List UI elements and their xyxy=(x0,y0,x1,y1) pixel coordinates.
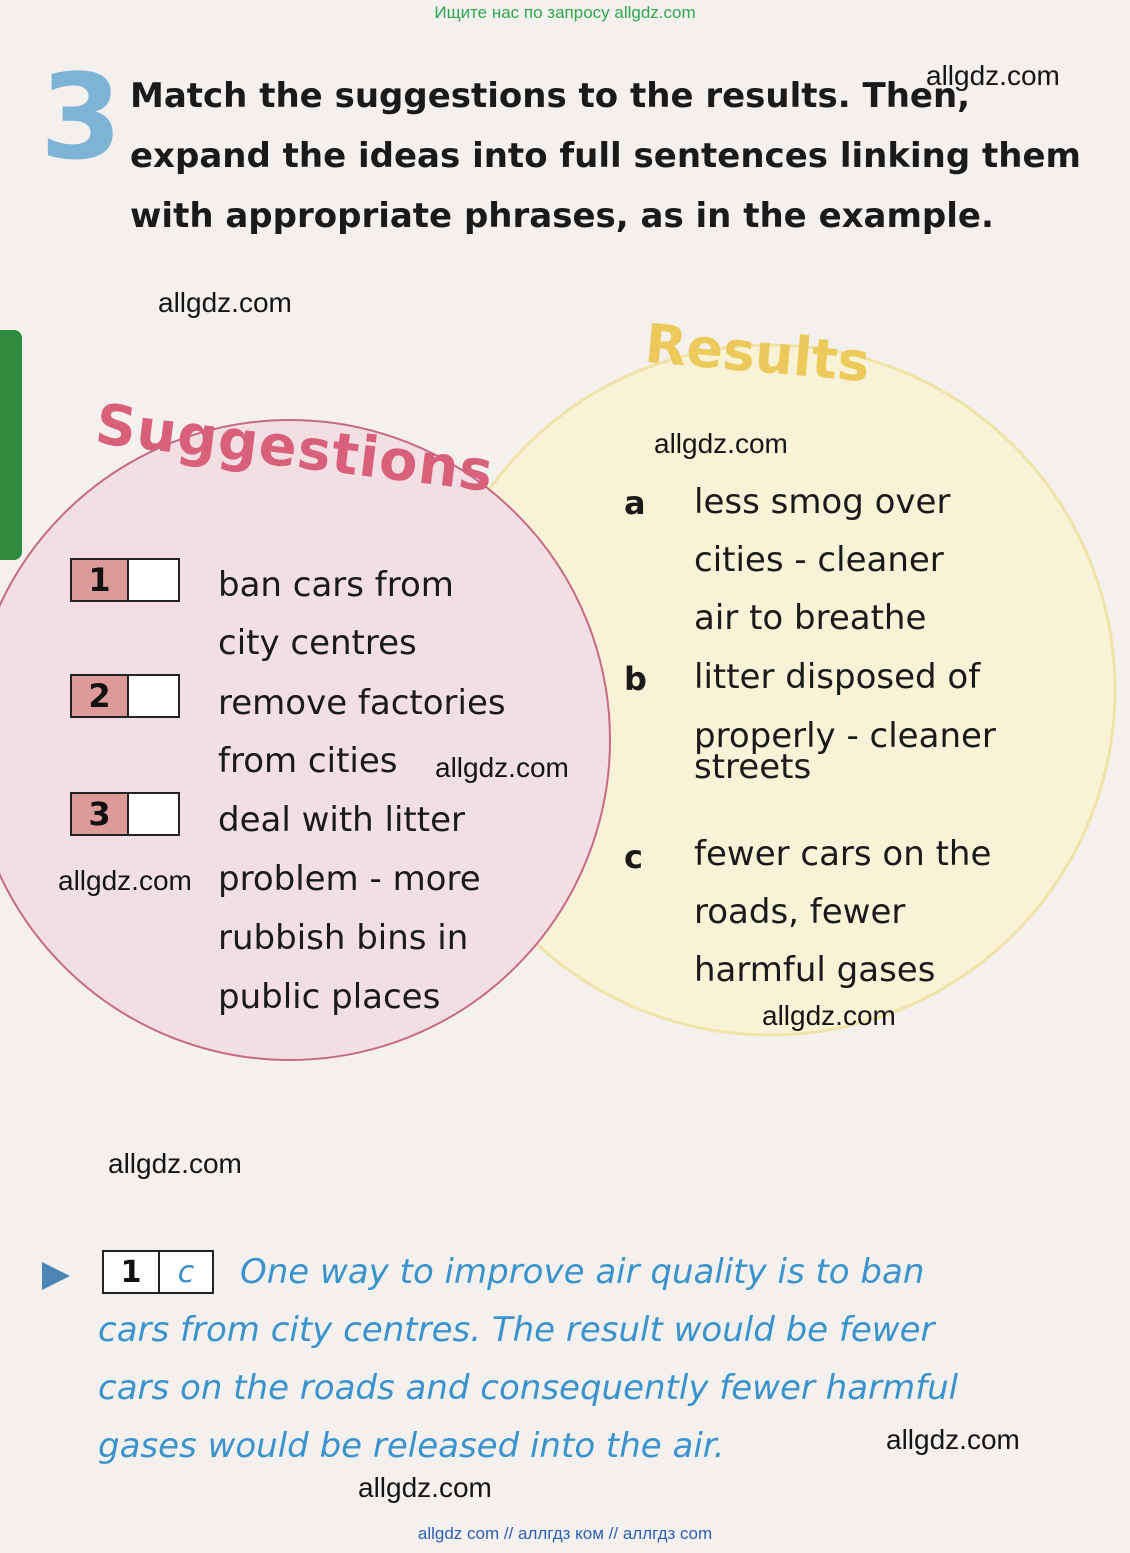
watermark: allgdz.com xyxy=(358,1472,492,1503)
suggestion-1-text: ban cars from xyxy=(218,565,454,605)
suggestion-1-answer-box[interactable] xyxy=(70,558,180,602)
example-text: cars from city centres. The result would be fewer xyxy=(98,1310,935,1350)
instruction-line: expand the ideas into full sentences linking them xyxy=(130,136,1081,176)
result-a-text: cities - cleaner xyxy=(694,540,944,580)
watermark: allgdz.com xyxy=(435,752,569,783)
watermark: allgdz.com xyxy=(108,1148,242,1179)
suggestion-3-text: public places xyxy=(218,977,441,1017)
exercise-instructions xyxy=(130,66,1081,246)
watermark: allgdz.com xyxy=(58,865,192,896)
suggestion-number: 2 xyxy=(72,676,129,716)
suggestion-3-answer-box[interactable] xyxy=(70,792,180,836)
suggestion-3-text: problem - more xyxy=(218,859,481,899)
exercise-number: 3 xyxy=(40,48,123,186)
result-c-text: roads, fewer xyxy=(694,892,906,932)
suggestion-2-text: remove factories xyxy=(218,683,506,723)
suggestion-number: 1 xyxy=(72,560,129,600)
watermark: allgdz.com xyxy=(654,428,788,459)
suggestion-number: 3 xyxy=(72,794,129,834)
result-b-text: litter disposed of xyxy=(694,657,981,697)
watermark: allgdz.com xyxy=(158,287,292,318)
play-arrow-icon xyxy=(42,1262,70,1290)
answer-slot[interactable] xyxy=(129,560,178,600)
example-text: cars on the roads and consequently fewer harmful xyxy=(98,1368,959,1408)
results-heading: Results xyxy=(642,312,873,395)
watermark: allgdz.com xyxy=(762,1000,896,1031)
watermark: allgdz.com xyxy=(886,1424,1020,1455)
answer-slot[interactable] xyxy=(129,794,178,834)
result-c-text: fewer cars on the xyxy=(694,834,992,874)
instruction-line: with appropriate phrases, as in the example. xyxy=(130,196,994,236)
result-c-text: harmful gases xyxy=(694,950,936,990)
result-letter-a: a xyxy=(624,484,646,522)
watermark: allgdz.com xyxy=(926,60,1060,91)
result-a-text: air to breathe xyxy=(694,598,927,638)
suggestion-1-text: city centres xyxy=(218,623,417,663)
example-letter: c xyxy=(177,1254,195,1290)
example-answer-box xyxy=(102,1250,214,1294)
suggestion-3-text: deal with litter xyxy=(218,800,465,840)
result-b-text: properly - cleaner xyxy=(694,716,996,756)
result-b-text: streets xyxy=(694,747,812,787)
result-letter-b: b xyxy=(624,660,647,698)
example-text: One way to improve air quality is to ban xyxy=(240,1252,925,1292)
example-number: 1 xyxy=(104,1252,160,1292)
suggestion-3-text: rubbish bins in xyxy=(218,918,469,958)
example-text: gases would be released into the air. xyxy=(98,1426,725,1466)
suggestions-heading: Suggestions xyxy=(92,392,498,506)
top-banner[interactable]: Ищите нас по запросу allgdz.com xyxy=(434,3,696,22)
instruction-line: Match the suggestions to the results. Then, xyxy=(130,76,971,116)
result-letter-c: c xyxy=(624,838,643,876)
suggestion-2-answer-box[interactable] xyxy=(70,674,180,718)
bottom-banner[interactable]: allgdz com // аллгдз ком // аллгдз com xyxy=(417,1524,713,1543)
answer-slot[interactable] xyxy=(129,676,178,716)
result-a-text: less smog over xyxy=(694,482,951,522)
suggestion-2-text: from cities xyxy=(218,741,398,781)
